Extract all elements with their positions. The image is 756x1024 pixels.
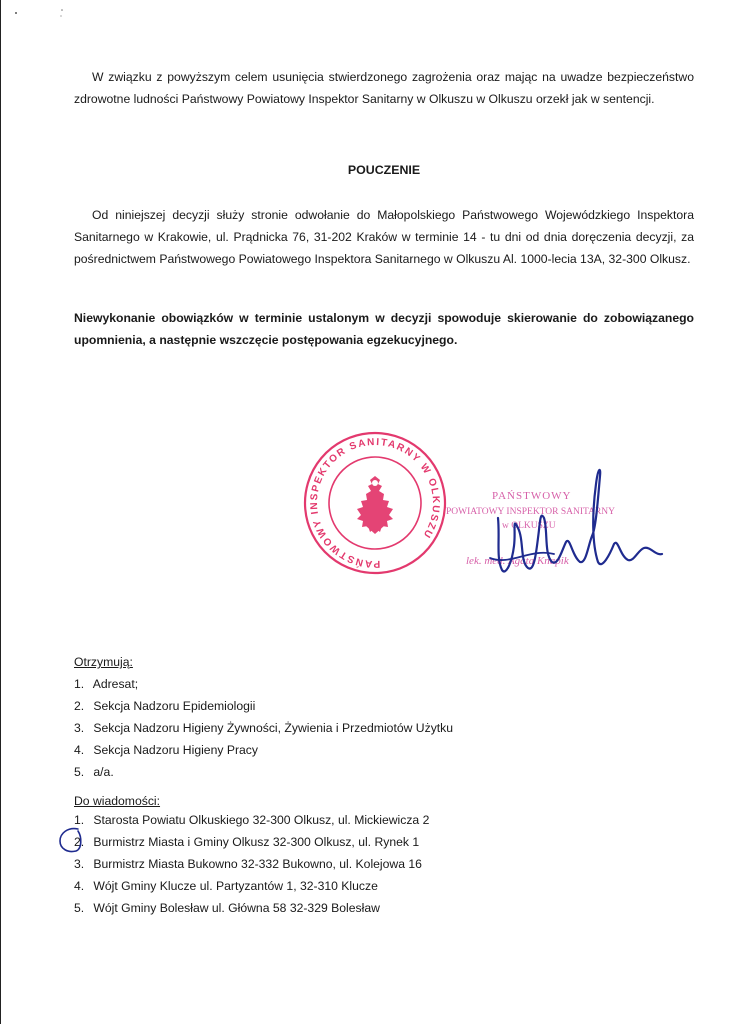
signatory-stamp-line4: lek. med. Agata Knapik — [466, 555, 569, 567]
list-item: 1. Starosta Powiatu Olkuskiego 32-300 Olkusz, ul. Mickiewicza 2 — [74, 813, 430, 827]
section-title: POUCZENIE — [347, 163, 421, 177]
list-item: 2. Burmistrz Miasta i Gminy Olkusz 32-300 Olkusz, ul. Rynek 1 — [74, 835, 420, 849]
list-item: 4. Sekcja Nadzoru Higieny Pracy — [74, 743, 258, 757]
for-information-heading: Do wiadomości: — [74, 794, 161, 808]
scan-specks — [14, 4, 74, 24]
signatory-stamp-line1: PAŃSTWOWY — [492, 490, 572, 502]
instruction-paragraph: Od niniejszej decyzji służy stronie odwołanie do Małopolskiego Państwowego Wojewódzkiego Inspektora Sanitarnego w Krakowie, ul. Prądnicka 76, 31-202 Kraków w terminie 14 - tu dni od dnia doręczenia decyzji, za pośrednictwem Państwowego Powiatowego Inspektora Sanitarnego w Olkuszu Al. 1000-lecia 13A, 32-300 Olkusz. — [74, 208, 694, 266]
handwritten-signature — [470, 458, 670, 588]
list-item: 5. Wójt Gminy Bolesław ul. Główna 58 32-329 Bolesław — [74, 901, 380, 915]
signatory-stamp-line3: w OLKUSZU — [502, 521, 556, 531]
stamp-ring-text: PAŃSTWOWY INSPEKTOR SANITARNY W OLKUSZU — [308, 436, 442, 570]
warning-paragraph: Niewykonanie obowiązków w terminie ustalonym w decyzji spowoduje skierowanie do zobowiązanego upomnienia, a następnie wszczęcie postępowania egzekucyjnego. — [74, 311, 694, 347]
list-item: 3. Sekcja Nadzoru Higieny Żywności, Żywienia i Przedmiotów Użytku — [74, 721, 454, 735]
signatory-stamp-line2: POWIATOWY INSPEKTOR SANITARNY — [446, 507, 616, 517]
official-stamp — [300, 428, 450, 578]
list-item: 4. Wójt Gminy Klucze ul. Partyzantów 1, 32-310 Klucze — [74, 879, 378, 893]
intro-paragraph: W związku z powyższym celem usunięcia stwierdzonego zagrożenia oraz mając na uwadze bezpieczeństwo zdrowotne ludności Państwowy Powiatowy Inspektor Sanitarny w Olkuszu w Olkuszu orzekł jak w sentencji. — [74, 70, 694, 106]
recipients-heading: Otrzymują: — [74, 655, 133, 669]
list-item: 5. a/a. — [74, 765, 114, 779]
scan-edge — [0, 0, 1, 1024]
for-information-list — [74, 809, 429, 919]
list-item: 3. Burmistrz Miasta Bukowno 32-332 Bukowno, ul. Kolejowa 16 — [74, 857, 422, 871]
recipients-list — [74, 673, 453, 783]
list-item: 1. Adresat; — [74, 677, 139, 691]
handwritten-circle-mark — [56, 823, 96, 857]
list-item: 2. Sekcja Nadzoru Epidemiologii — [74, 699, 256, 713]
eagle-emblem-icon — [357, 476, 393, 534]
